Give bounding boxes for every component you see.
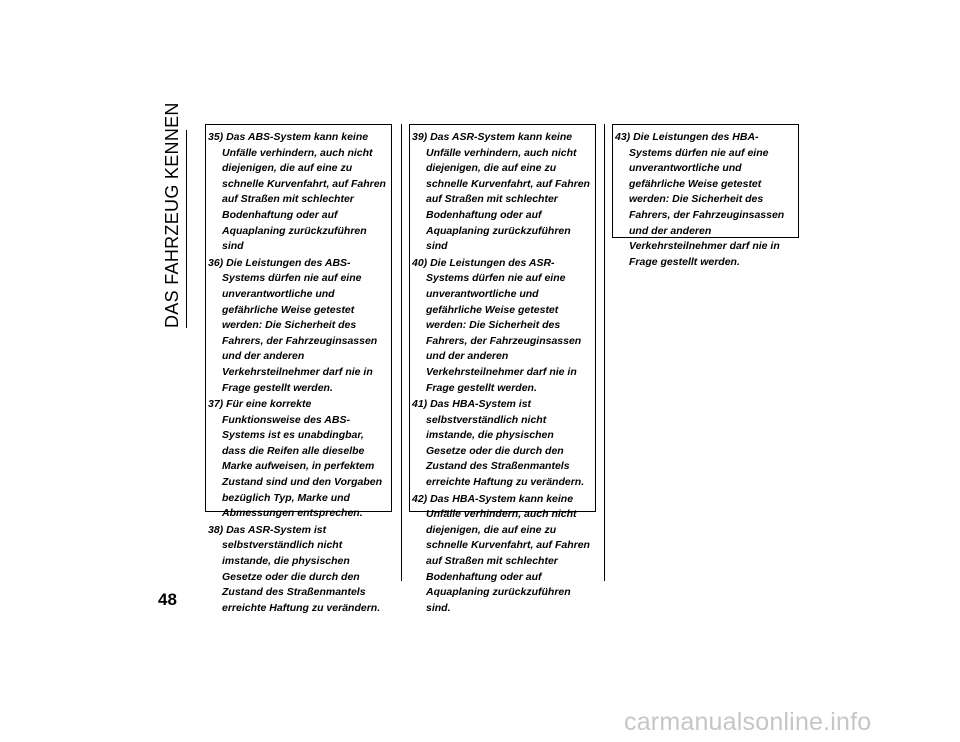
section-title: DAS FAHRZEUG KENNEN [162,102,182,328]
note-41: 41) Das HBA-System ist selbstverständlich nicht imstande, die physischen Gesetze oder die durch den Zustand des Straßenmantels erreichte Haftung zu verändern. [412,398,585,489]
note-37: 37) Für eine korrekte Funktionsweise des ABS-Systems ist es unabdingbar, dass die Reifen alle dieselbe Marke aufweisen, in perfektem Zustand sind und den Vorgaben bezüglich Typ, Marke und Abmessungen entsprechen. [208,398,383,520]
note-38: 38) Das ASR-System ist selbstverständlich nicht imstande, die physischen Gesetze oder die durch den Zustand des Straßenmantels erreichte Haftung zu verändern. [208,523,381,614]
watermark: carmanualsonline.info [624,708,872,736]
section-title-rule [186,130,187,328]
note-40: 40) Die Leistungen des ASR-Systems dürfen nie auf eine unverantwortliche und gefährliche Weise getestet werden: Die Sicherheit des Fahrers, der Fahrzeuginsassen und der anderen Verkehrsteilnehmer darf nie in Frage gestellt werden. [412,256,582,394]
notes-column-1 [205,124,392,614]
note-43: 43) Die Leistungen des HBA-Systems dürfen nie auf eine unverantwortliche und gefährliche Weise getestet werden: Die Sicherheit des Fahrers, der Fahrzeuginsassen und der anderen Verkehrsteilnehmer darf nie in Frage gestellt werden. [615,131,785,268]
note-35: 35) Das ABS-System kann keine Unfälle verhindern, auch nicht diejenigen, die auf eine zu schnelle Kurvenfahrt, auf Fahren auf Straßen mit schlechter Bodenhaftung oder auf Aquaplaning zurückzuführen sind [208,131,386,253]
note-39: 39) Das ASR-System kann keine Unfälle verhindern, auch nicht diejenigen, die auf eine zu schnelle Kurvenfahrt, auf Fahren auf Straßen mit schlechter Bodenhaftung oder auf Aquaplaning zurückzuführen sind [412,131,590,253]
column-divider-1 [401,124,402,581]
notes-column-2 [409,124,596,614]
page-number: 48 [158,590,177,609]
column-divider-2 [604,124,605,581]
notes-column-3 [612,124,799,268]
note-36: 36) Die Leistungen des ABS-Systems dürfen nie auf eine unverantwortliche und gefährliche Weise getestet werden: Die Sicherheit des Fahrers, der Fahrzeuginsassen und der anderen Verkehrsteilnehmer darf nie in Frage gestellt werden. [208,256,378,394]
note-42: 42) Das HBA-System kann keine Unfälle verhindern, auch nicht diejenigen, die auf eine zu schnelle Kurvenfahrt, auf Fahren auf Straßen mit schlechter Bodenhaftung oder auf Aquaplaning zurückzuführen sind. [412,492,590,614]
